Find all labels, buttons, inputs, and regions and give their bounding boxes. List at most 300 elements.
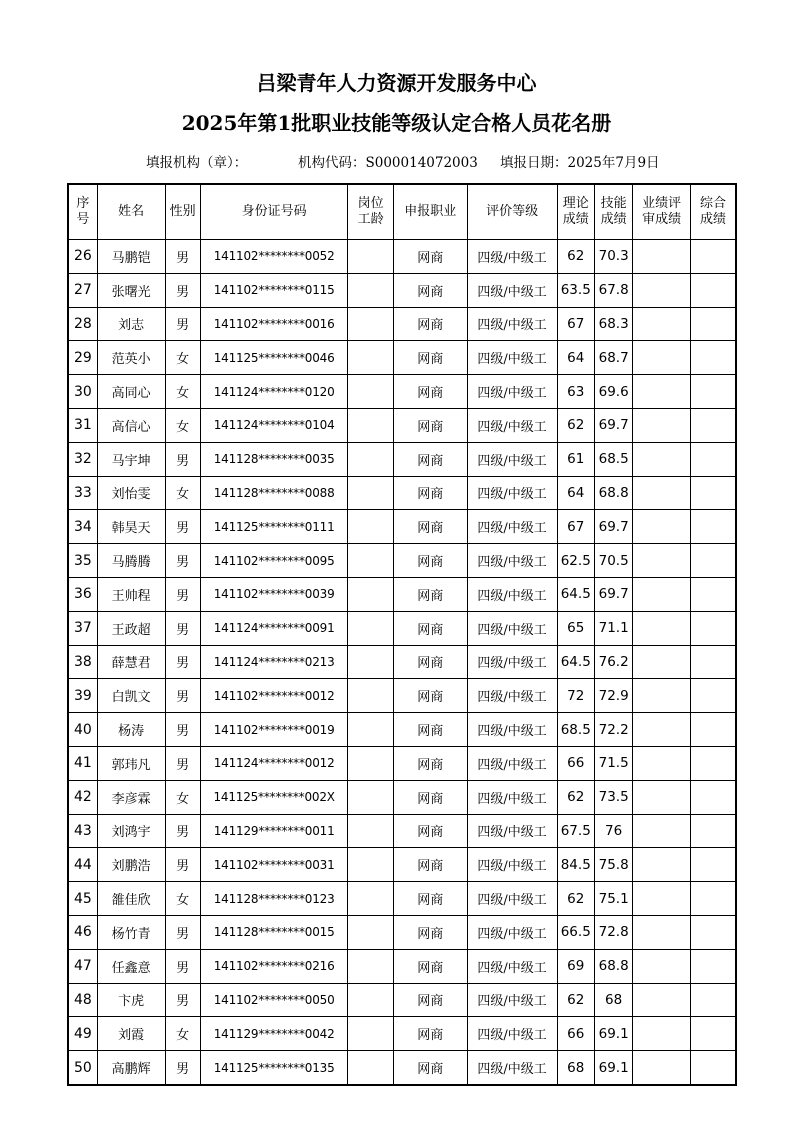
cell-overall [690,476,736,510]
cell-sex: 男 [165,1051,200,1085]
cell-overall [690,544,736,578]
cell-performance [633,780,691,814]
cell-skill: 73.5 [594,780,632,814]
cell-no: 37 [68,611,97,645]
cell-name: 李彦霖 [97,780,165,814]
cell-id: 141102********0019 [200,713,348,747]
cell-name: 高同心 [97,375,165,409]
cell-performance [633,949,691,983]
cell-no: 31 [68,408,97,442]
cell-id: 141102********0031 [200,848,348,882]
table-row [68,544,736,578]
table-row [68,679,736,713]
cell-name: 任鑫意 [97,949,165,983]
cell-performance [633,814,691,848]
table-row [68,375,736,409]
cell-level: 四级/中级工 [467,240,557,274]
cell-performance [633,341,691,375]
cell-sex: 男 [165,746,200,780]
cell-level: 四级/中级工 [467,442,557,476]
cell-overall [690,983,736,1017]
cell-occupation: 网商 [393,611,467,645]
table-row [68,442,736,476]
cell-name: 刘怡雯 [97,476,165,510]
cell-no: 29 [68,341,97,375]
cell-occupation: 网商 [393,375,467,409]
table-row [68,240,736,274]
cell-theory: 66 [557,746,594,780]
cell-overall [690,882,736,916]
cell-theory: 64.5 [557,645,594,679]
cell-id: 141128********0088 [200,476,348,510]
org-code: 机构代码：S000014072003 [298,155,478,171]
cell-name: 薛慧君 [97,645,165,679]
cell-level: 四级/中级工 [467,408,557,442]
cell-level: 四级/中级工 [467,915,557,949]
cell-no: 27 [68,273,97,307]
table-row [68,814,736,848]
table-row [68,915,736,949]
cell-no: 46 [68,915,97,949]
cell-theory: 67 [557,510,594,544]
cell-seniority [348,544,393,578]
cell-seniority [348,780,393,814]
cell-id: 141128********0123 [200,882,348,916]
cell-performance [633,645,691,679]
cell-occupation: 网商 [393,949,467,983]
header-theory: 理论成绩 [557,184,594,240]
cell-skill: 68.8 [594,949,632,983]
cell-seniority [348,915,393,949]
cell-performance [633,577,691,611]
cell-occupation: 网商 [393,713,467,747]
cell-occupation: 网商 [393,915,467,949]
header-overall: 综合成绩 [690,184,736,240]
cell-sex: 男 [165,611,200,645]
cell-occupation: 网商 [393,1017,467,1051]
cell-id: 141124********0213 [200,645,348,679]
document-title-line2: 2025年第1批职业技能等级认定合格人员花名册 [181,111,612,135]
cell-performance [633,915,691,949]
cell-seniority [348,882,393,916]
cell-skill: 68 [594,983,632,1017]
cell-name: 刘鹏浩 [97,848,165,882]
cell-theory: 64 [557,341,594,375]
cell-level: 四级/中级工 [467,375,557,409]
cell-occupation: 网商 [393,814,467,848]
cell-level: 四级/中级工 [467,746,557,780]
roster-body [68,240,736,1085]
cell-id: 141102********0039 [200,577,348,611]
cell-occupation: 网商 [393,848,467,882]
cell-level: 四级/中级工 [467,544,557,578]
cell-sex: 男 [165,240,200,274]
cell-skill: 75.1 [594,882,632,916]
cell-seniority [348,848,393,882]
cell-overall [690,611,736,645]
cell-performance [633,882,691,916]
cell-sex: 女 [165,476,200,510]
cell-occupation: 网商 [393,882,467,916]
cell-theory: 64 [557,476,594,510]
cell-overall [690,510,736,544]
cell-skill: 71.1 [594,611,632,645]
cell-theory: 62 [557,240,594,274]
cell-seniority [348,273,393,307]
cell-theory: 68 [557,1051,594,1085]
cell-occupation: 网商 [393,746,467,780]
header-skill: 技能成绩 [594,184,632,240]
cell-sex: 男 [165,307,200,341]
cell-performance [633,848,691,882]
cell-overall [690,645,736,679]
cell-occupation: 网商 [393,408,467,442]
cell-skill: 68.8 [594,476,632,510]
cell-sex: 男 [165,679,200,713]
cell-name: 马宇坤 [97,442,165,476]
cell-skill: 76 [594,814,632,848]
cell-performance [633,240,691,274]
cell-seniority [348,679,393,713]
table-row [68,577,736,611]
cell-seniority [348,645,393,679]
cell-sex: 男 [165,577,200,611]
cell-seniority [348,577,393,611]
cell-no: 41 [68,746,97,780]
cell-theory: 62 [557,882,594,916]
cell-no: 35 [68,544,97,578]
cell-id: 141102********0216 [200,949,348,983]
cell-overall [690,307,736,341]
header-occupation: 申报职业 [393,184,467,240]
org-label: 填报机构（章）： [146,155,248,171]
cell-level: 四级/中级工 [467,577,557,611]
cell-level: 四级/中级工 [467,679,557,713]
cell-level: 四级/中级工 [467,1051,557,1085]
cell-no: 44 [68,848,97,882]
cell-theory: 64.5 [557,577,594,611]
cell-id: 141102********0115 [200,273,348,307]
table-row [68,882,736,916]
cell-level: 四级/中级工 [467,611,557,645]
header-name: 姓名 [97,184,165,240]
cell-no: 30 [68,375,97,409]
cell-occupation: 网商 [393,577,467,611]
table-row [68,408,736,442]
cell-sex: 女 [165,780,200,814]
cell-sex: 女 [165,882,200,916]
cell-occupation: 网商 [393,679,467,713]
cell-skill: 70.3 [594,240,632,274]
cell-no: 34 [68,510,97,544]
cell-name: 刘志 [97,307,165,341]
cell-id: 141102********0050 [200,983,348,1017]
cell-name: 白凯文 [97,679,165,713]
cell-level: 四级/中级工 [467,476,557,510]
cell-name: 王政超 [97,611,165,645]
cell-name: 张曙光 [97,273,165,307]
table-row [68,341,736,375]
cell-name: 卞虎 [97,983,165,1017]
cell-name: 郭玮凡 [97,746,165,780]
cell-no: 36 [68,577,97,611]
cell-no: 39 [68,679,97,713]
header-row [68,184,736,240]
cell-level: 四级/中级工 [467,848,557,882]
cell-sex: 男 [165,544,200,578]
cell-overall [690,375,736,409]
cell-seniority [348,713,393,747]
cell-theory: 69 [557,949,594,983]
cell-theory: 66.5 [557,915,594,949]
cell-seniority [348,375,393,409]
cell-no: 49 [68,1017,97,1051]
table-row [68,848,736,882]
cell-overall [690,1051,736,1085]
cell-theory: 72 [557,679,594,713]
cell-name: 马鹏铠 [97,240,165,274]
cell-level: 四级/中级工 [467,983,557,1017]
cell-performance [633,307,691,341]
cell-seniority [348,814,393,848]
cell-performance [633,746,691,780]
cell-no: 50 [68,1051,97,1085]
cell-occupation: 网商 [393,341,467,375]
cell-no: 32 [68,442,97,476]
cell-name: 高信心 [97,408,165,442]
cell-overall [690,1017,736,1051]
cell-overall [690,577,736,611]
table-row [68,510,736,544]
cell-id: 141129********0042 [200,1017,348,1051]
cell-theory: 62 [557,780,594,814]
cell-seniority [348,983,393,1017]
cell-skill: 72.8 [594,915,632,949]
cell-no: 38 [68,645,97,679]
cell-seniority [348,408,393,442]
cell-skill: 72.9 [594,679,632,713]
cell-performance [633,544,691,578]
cell-occupation: 网商 [393,645,467,679]
cell-seniority [348,510,393,544]
cell-no: 28 [68,307,97,341]
cell-id: 141102********0012 [200,679,348,713]
cell-theory: 66 [557,1017,594,1051]
cell-name: 范英小 [97,341,165,375]
document-title-line1: 吕梁青年人力资源开发服务中心 [256,71,537,95]
cell-overall [690,814,736,848]
cell-seniority [348,442,393,476]
cell-skill: 76.2 [594,645,632,679]
cell-sex: 男 [165,273,200,307]
cell-overall [690,848,736,882]
cell-skill: 67.8 [594,273,632,307]
cell-theory: 67 [557,307,594,341]
cell-theory: 62.5 [557,544,594,578]
cell-theory: 63.5 [557,273,594,307]
cell-id: 141125********0111 [200,510,348,544]
roster-table [67,183,737,1086]
cell-occupation: 网商 [393,1051,467,1085]
cell-id: 141128********0035 [200,442,348,476]
cell-no: 40 [68,713,97,747]
cell-occupation: 网商 [393,544,467,578]
cell-id: 141128********0015 [200,915,348,949]
cell-skill: 69.6 [594,375,632,409]
cell-theory: 65 [557,611,594,645]
cell-sex: 男 [165,915,200,949]
cell-no: 33 [68,476,97,510]
fill-date: 填报日期：2025年7月9日 [500,155,660,171]
table-row [68,645,736,679]
cell-id: 141124********0012 [200,746,348,780]
cell-seniority [348,1051,393,1085]
cell-level: 四级/中级工 [467,814,557,848]
cell-skill: 69.7 [594,577,632,611]
cell-name: 马腾腾 [97,544,165,578]
cell-sex: 男 [165,983,200,1017]
cell-theory: 68.5 [557,713,594,747]
cell-name: 高鹏辉 [97,1051,165,1085]
cell-skill: 69.7 [594,408,632,442]
cell-no: 45 [68,882,97,916]
cell-performance [633,476,691,510]
cell-id: 141124********0120 [200,375,348,409]
cell-level: 四级/中级工 [467,882,557,916]
cell-performance [633,1017,691,1051]
cell-overall [690,746,736,780]
header-id: 身份证号码 [200,184,348,240]
cell-level: 四级/中级工 [467,1017,557,1051]
table-row [68,1051,736,1085]
cell-theory: 84.5 [557,848,594,882]
table-row [68,307,736,341]
cell-performance [633,611,691,645]
cell-skill: 69.1 [594,1017,632,1051]
cell-performance [633,442,691,476]
cell-skill: 68.5 [594,442,632,476]
cell-performance [633,408,691,442]
table-row [68,780,736,814]
cell-sex: 男 [165,713,200,747]
cell-no: 47 [68,949,97,983]
cell-skill: 72.2 [594,713,632,747]
cell-name: 雒佳欣 [97,882,165,916]
cell-performance [633,679,691,713]
cell-sex: 男 [165,442,200,476]
cell-name: 王帅程 [97,577,165,611]
cell-skill: 70.5 [594,544,632,578]
cell-theory: 61 [557,442,594,476]
cell-overall [690,240,736,274]
cell-name: 杨涛 [97,713,165,747]
cell-occupation: 网商 [393,273,467,307]
cell-theory: 62 [557,408,594,442]
cell-skill: 68.3 [594,307,632,341]
cell-skill: 69.7 [594,510,632,544]
cell-seniority [348,949,393,983]
table-row [68,746,736,780]
cell-overall [690,273,736,307]
cell-sex: 女 [165,375,200,409]
cell-id: 141125********0046 [200,341,348,375]
cell-occupation: 网商 [393,476,467,510]
cell-id: 141124********0104 [200,408,348,442]
header-performance: 业绩评审成绩 [633,184,691,240]
cell-id: 141125********002X [200,780,348,814]
cell-name: 韩昊天 [97,510,165,544]
table-row [68,476,736,510]
cell-level: 四级/中级工 [467,510,557,544]
cell-theory: 67.5 [557,814,594,848]
cell-occupation: 网商 [393,983,467,1017]
cell-performance [633,510,691,544]
cell-level: 四级/中级工 [467,307,557,341]
cell-name: 刘霞 [97,1017,165,1051]
cell-overall [690,915,736,949]
cell-occupation: 网商 [393,780,467,814]
cell-sex: 男 [165,814,200,848]
cell-level: 四级/中级工 [467,645,557,679]
cell-occupation: 网商 [393,307,467,341]
cell-no: 43 [68,814,97,848]
table-row [68,273,736,307]
cell-performance [633,375,691,409]
cell-level: 四级/中级工 [467,949,557,983]
cell-level: 四级/中级工 [467,273,557,307]
cell-seniority [348,240,393,274]
table-row [68,1017,736,1051]
header-level: 评价等级 [467,184,557,240]
cell-sex: 男 [165,949,200,983]
cell-overall [690,679,736,713]
header-sex: 性别 [165,184,200,240]
cell-id: 141102********0016 [200,307,348,341]
cell-name: 杨竹青 [97,915,165,949]
table-row [68,949,736,983]
cell-performance [633,713,691,747]
cell-level: 四级/中级工 [467,780,557,814]
header-seniority: 岗位工龄 [348,184,393,240]
cell-seniority [348,476,393,510]
cell-overall [690,408,736,442]
cell-sex: 女 [165,341,200,375]
cell-level: 四级/中级工 [467,341,557,375]
cell-performance [633,1051,691,1085]
cell-theory: 62 [557,983,594,1017]
cell-seniority [348,611,393,645]
cell-id: 141129********0011 [200,814,348,848]
cell-occupation: 网商 [393,240,467,274]
cell-id: 141102********0095 [200,544,348,578]
cell-no: 48 [68,983,97,1017]
cell-skill: 71.5 [594,746,632,780]
cell-id: 141102********0052 [200,240,348,274]
cell-performance [633,273,691,307]
cell-seniority [348,307,393,341]
cell-skill: 69.1 [594,1051,632,1085]
cell-sex: 女 [165,1017,200,1051]
cell-overall [690,713,736,747]
cell-level: 四级/中级工 [467,713,557,747]
table-row [68,713,736,747]
cell-theory: 63 [557,375,594,409]
cell-seniority [348,1017,393,1051]
cell-id: 141125********0135 [200,1051,348,1085]
cell-sex: 男 [165,510,200,544]
cell-no: 42 [68,780,97,814]
cell-overall [690,442,736,476]
